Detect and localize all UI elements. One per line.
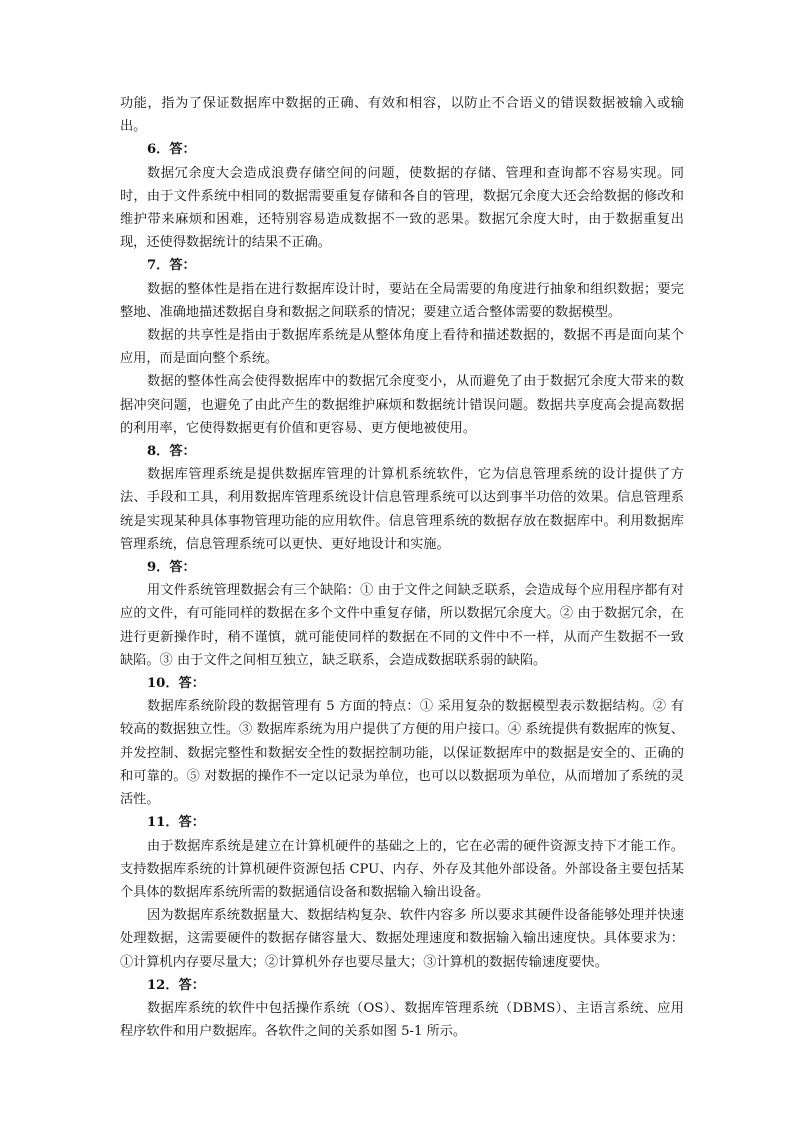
answer-heading: 9．答：	[147, 560, 196, 576]
paragraph: 数据库系统阶段的数据管理有 5 方面的特点：① 采用复杂的数据模型表示数据结构。② 有较高的数据独立性。③ 数据库系统为用户提供了方便的用户接口。④ 系统提供有数据库的恢复、并发控制、数据完整性和数据安全性的数据控制功能，以保证数据库中的数据是安全的、正确的和可靠的。⑤ 对数据的操作不一定以记录为单位，也可以以数据项为单位，从而增加了系统的灵活性。	[120, 699, 684, 808]
paragraph: 数据库系统的软件中包括操作系统（OS）、数据库管理系统（DBMS）、主语言系统、应用程序软件和用户数据库。各软件之间的关系如图 5-1 所示。	[120, 1000, 684, 1040]
answer-heading: 7．答：	[147, 258, 196, 274]
paragraph: 用文件系统管理数据会有三个缺陷：① 由于文件之间缺乏联系，会造成每个应用程序都有对应的文件，有可能同样的数据在多个文件中重复存储，所以数据冗余度大。② 由于数据冗余，在进行更新操作时，稍不谨慎，就可能使同样的数据在不同的文件中不一样，从而产生数据不一致缺陷。③ 由于文件之间相互独立，缺乏联系，会造成数据联系弱的缺陷。	[120, 583, 684, 668]
answer-heading: 10．答：	[147, 676, 205, 692]
paragraph: 数据的整体性是指在进行数据库设计时，要站在全局需要的角度进行抽象和组织数据；要完整地、准确地描述数据自身和数据之间联系的情况；要建立适合整体需要的数据模型。	[120, 281, 684, 320]
answer-heading: 8．答：	[147, 444, 196, 460]
answer-heading: 11．答：	[147, 815, 205, 831]
paragraph: 因为数据库系统数据量大、数据结构复杂、软件内容多 所以要求其硬件设备能够处理并快速处理数据，这需要硬件的数据存储容量大、数据处理速度和数据输入输出速度快。具体要求为：①计算机内存要尽量大；②计算机外存也要尽量大；③计算机的数据传输速度要快。	[120, 908, 684, 970]
paragraph: 数据的整体性高会使得数据库中的数据冗余度变小，从而避免了由于数据冗余度大带来的数据冲突问题，也避免了由此产生的数据维护麻烦和数据统计错误问题。数据共享度高会提高数据的利用率，它使得数据更有价值和更容易、更方便地被使用。	[120, 374, 684, 436]
paragraph: 数据库管理系统是提供数据库管理的计算机系统软件，它为信息管理系统的设计提供了方法、手段和工具，利用数据库管理系统设计信息管理系统可以达到事半功倍的效果。信息管理系统是实现某种具体事物管理功能的应用软件。信息管理系统的数据存放在数据库中。利用数据库管理系统，信息管理系统可以更快、更好地设计和实施。	[120, 467, 684, 552]
paragraph: 功能，指为了保证数据库中数据的正确、有效和相容，以防止不合语义的错误数据被输入或输出。	[120, 96, 684, 135]
paragraph: 由于数据库系统是建立在计算机硬件的基础之上的，它在必需的硬件资源支持下才能工作。支持数据库系统的计算机硬件资源包括 CPU、内存、外存及其他外部设备。外部设备主要包括某个具体的数据库系统所需的数据通信设备和数据输入输出设备。	[120, 838, 684, 900]
answer-heading: 6．答：	[147, 142, 196, 158]
answer-heading: 12．答：	[147, 977, 205, 993]
paragraph: 数据冗余度大会造成浪费存储空间的问题，使数据的存储、管理和查询都不容易实现。同时，由于文件系统中相同的数据需要重复存储和各自的管理，数据冗余度大还会给数据的修改和维护带来麻烦和困难，还特别容易造成数据不一致的恶果。数据冗余度大时，由于数据重复出现，还使得数据统计的结果不正确。	[120, 165, 684, 251]
paragraph: 数据的共享性是指由于数据库系统是从整体角度上看待和描述数据的，数据不再是面向某个应用，而是面向整个系统。	[120, 328, 684, 367]
